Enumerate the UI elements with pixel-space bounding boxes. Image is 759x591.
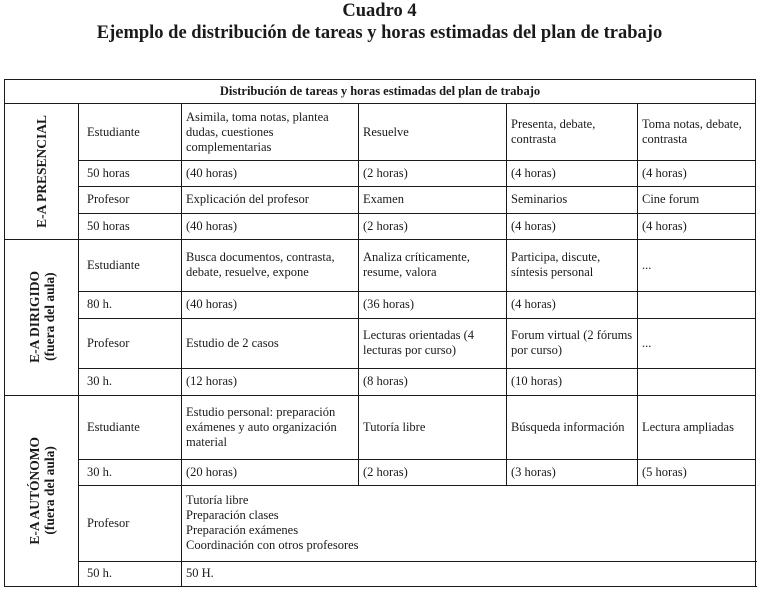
table-row [5, 161, 756, 187]
page-subtitle: Ejemplo de distribución de tareas y horas estimadas del plan de trabajo [96, 23, 663, 43]
section-subtitle: (fuera del aula) [41, 446, 57, 536]
table-cell: (10 horas) [507, 368, 638, 395]
table-cell: Asimila, toma notas, plantea dudas, cuestiones complementarias [182, 103, 359, 160]
table-cell: Presenta, debate, contrasta [507, 103, 638, 160]
role-cell: Estudiante [79, 239, 182, 291]
table-cell: Forum virtual (2 fórums por curso) [507, 318, 638, 368]
section-title: E-A DIRIGIDO [26, 271, 42, 364]
section-label-autonomo [5, 396, 79, 587]
section-label-text [34, 115, 49, 228]
section-title: E-A PRESENCIAL [34, 114, 49, 228]
table-cell: (8 horas) [359, 368, 507, 395]
table-cell: Seminarios [507, 187, 638, 213]
table-cell: (12 horas) [182, 368, 359, 395]
distribution-table-body [5, 80, 756, 587]
hours-total-cell: 30 h. [79, 368, 182, 395]
table-row [5, 213, 756, 239]
table-cell: (4 horas) [638, 213, 756, 239]
role-cell: Estudiante [79, 396, 182, 460]
table-cell: Cine forum [638, 187, 756, 213]
role-cell: Profesor [79, 187, 182, 213]
table-cell: Tutoría libre Preparación clases Preparación exámenes Coordinación con otros profesores [182, 485, 756, 561]
section-label-presencial [5, 103, 79, 239]
table-cell: (40 horas) [182, 213, 359, 239]
table-cell: (36 horas) [359, 291, 507, 318]
table-row [5, 368, 756, 395]
role-cell: Profesor [79, 318, 182, 368]
table-cell [638, 291, 756, 318]
section-label-dirigido [5, 239, 79, 395]
hours-total-cell: 50 h. [79, 561, 182, 586]
table-cell [638, 368, 756, 395]
section-label-wrap [5, 396, 78, 586]
table-row [5, 291, 756, 318]
section-subtitle: (fuera del aula) [41, 273, 57, 362]
table-cell: Busca documentos, contrasta, debate, resuelve, expone [182, 239, 359, 291]
table-cell: (4 horas) [638, 161, 756, 187]
table-cell: (4 horas) [507, 213, 638, 239]
table-cell: 50 H. [182, 561, 756, 586]
table-cell: Resuelve [359, 103, 507, 160]
section-label-wrap [5, 104, 78, 239]
hours-total-cell: 50 horas [79, 161, 182, 187]
table-cell: (2 horas) [359, 161, 507, 187]
table-cell: Lectura ampliadas [638, 396, 756, 460]
table-cell: Toma notas, debate, contrasta [638, 103, 756, 160]
table-row [5, 561, 756, 586]
table-row [5, 187, 756, 213]
table-cell: (20 horas) [182, 459, 359, 485]
table-cell: (4 horas) [507, 161, 638, 187]
table-cell: Estudio personal: preparación exámenes y auto organización material [182, 396, 359, 460]
table-cell: Analiza críticamente, resume, valora [359, 239, 507, 291]
hours-total-cell: 50 horas [79, 213, 182, 239]
table-cell: (40 horas) [182, 161, 359, 187]
section-title: E-A AUTÓNOMO [26, 437, 42, 545]
table-cell: Búsqueda información [507, 396, 638, 460]
table-caption-row [5, 80, 756, 104]
distribution-table [4, 79, 756, 587]
role-cell: Estudiante [79, 103, 182, 160]
table-cell: (3 horas) [507, 459, 638, 485]
table-cell: Examen [359, 187, 507, 213]
table-cell: Estudio de 2 casos [182, 318, 359, 368]
table-row [5, 318, 756, 368]
section-label-text [27, 437, 57, 545]
table-caption: Distribución de tareas y horas estimadas del plan de trabajo [5, 80, 756, 104]
table-cell: (40 horas) [182, 291, 359, 318]
table-cell: (4 horas) [507, 291, 638, 318]
table-cell: Explicación del profesor [182, 187, 359, 213]
table-cell: Lecturas orientadas (4 lecturas por curso) [359, 318, 507, 368]
table-cell: Tutoría libre [359, 396, 507, 460]
hours-total-cell: 80 h. [79, 291, 182, 318]
table-row [5, 103, 756, 160]
hours-total-cell: 30 h. [79, 459, 182, 485]
table-cell: Participa, discute, síntesis personal [507, 239, 638, 291]
role-cell: Profesor [79, 485, 182, 561]
table-cell: (2 horas) [359, 459, 507, 485]
table-cell: ... [638, 239, 756, 291]
table-row [5, 485, 756, 561]
table-cell: (2 horas) [359, 213, 507, 239]
page-title: Cuadro 4 [342, 1, 417, 21]
table-row [5, 396, 756, 460]
table-cell: (5 horas) [638, 459, 756, 485]
section-label-text [27, 271, 57, 363]
table-row [5, 459, 756, 485]
table-cell: ... [638, 318, 756, 368]
section-label-wrap [5, 240, 78, 395]
table-row [5, 239, 756, 291]
